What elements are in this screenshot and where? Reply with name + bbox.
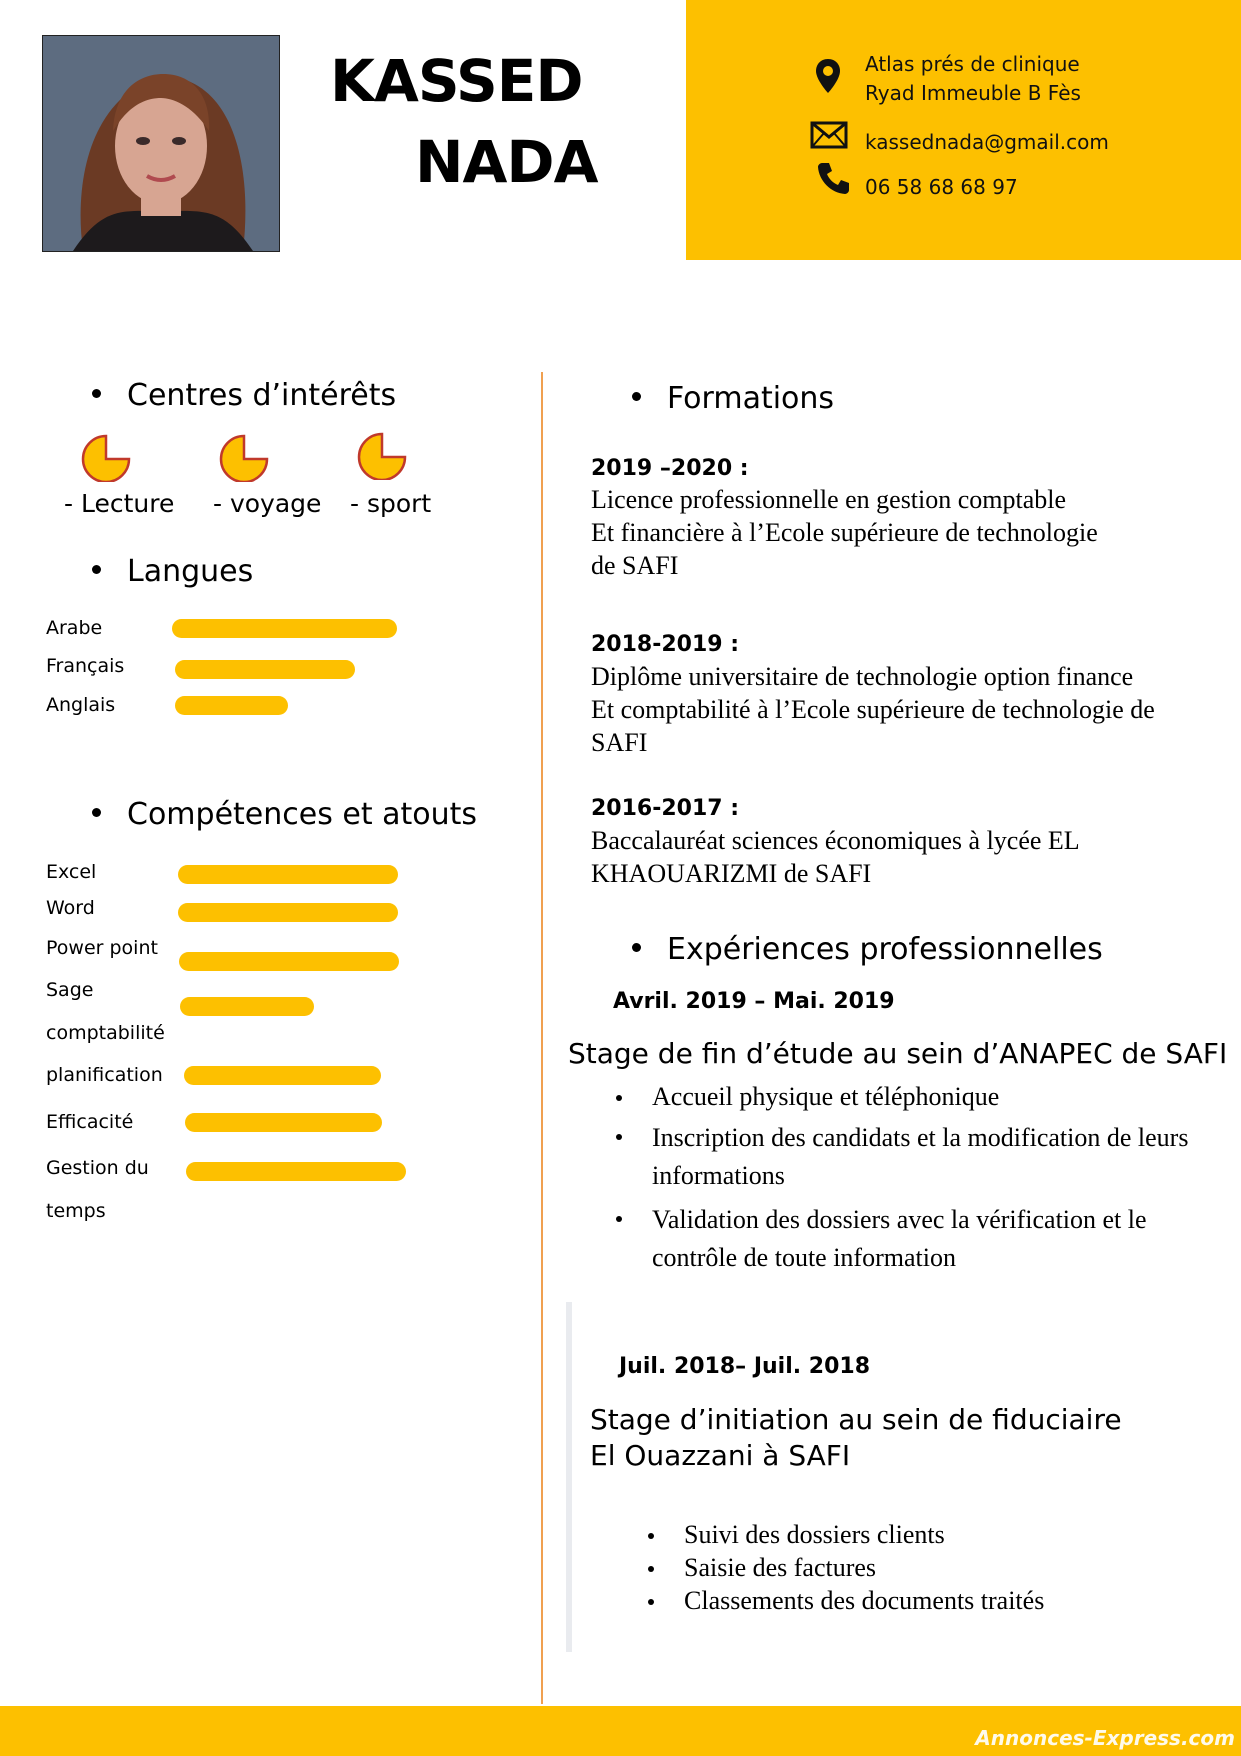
skill-bar-word [178, 903, 398, 922]
experience-date-1: Avril. 2019 – Mai. 2019 [613, 989, 895, 1014]
formation-2-line-3: SAFI [591, 728, 648, 757]
language-bar-english [175, 696, 288, 715]
travel-pie-icon [218, 432, 274, 487]
email[interactable]: kassednada@gmail.com [865, 130, 1109, 154]
portrait-illustration [43, 36, 279, 251]
formations-heading [632, 381, 835, 416]
language-label-arabic: Arabe [46, 617, 103, 639]
bullet-dot [632, 392, 641, 401]
skill-label-sage-line1: Sage [46, 979, 94, 1001]
bullet-dot [92, 565, 101, 574]
formation-2-line-2: Et comptabilité à l’Ecole supérieure de technologie de [591, 695, 1155, 724]
experience-date-2: Juil. 2018– Juil. 2018 [619, 1354, 871, 1379]
last-name: KASSED [330, 47, 583, 115]
quote-bar [566, 1302, 572, 1652]
bullet-dot [632, 943, 641, 952]
skill-bar-excel [178, 865, 398, 884]
experience-title-2 [590, 1402, 1122, 1474]
skill-bar-planning [184, 1066, 381, 1085]
skill-bar-sage [180, 997, 314, 1016]
skill-label-excel: Excel [46, 861, 97, 883]
language-bar-french [175, 660, 355, 679]
skills-heading [92, 797, 478, 832]
language-label-english: Anglais [46, 694, 116, 716]
experience-2-title-line-1: Stage d’initiation au sein de fiduciaire [590, 1403, 1122, 1436]
address-line-2: Ryad Immeuble B Fès [865, 81, 1081, 105]
interest-reading: - Lecture [64, 489, 175, 518]
formation-2-line-1: Diplôme universitaire de technologie option finance [591, 662, 1134, 691]
phone-icon [816, 160, 852, 201]
phone[interactable]: 06 58 68 68 97 [865, 175, 1018, 199]
skill-bar-powerpoint [179, 952, 399, 971]
language-label-french: Français [46, 655, 125, 677]
location-icon [815, 58, 841, 99]
watermark: Annonces-Express.com [975, 1726, 1235, 1750]
formation-1-line-1: Licence professionnelle en gestion comptable [591, 485, 1067, 514]
address [865, 50, 1081, 108]
formation-1-line-2: Et financière à l’Ecole supérieure de technologie [591, 518, 1098, 547]
column-divider [541, 372, 543, 1704]
interest-sport: - sport [350, 489, 432, 518]
formation-desc-1 [591, 483, 1098, 582]
formation-1-line-3: de SAFI [591, 551, 679, 580]
experience-bullets-1 [614, 1080, 1214, 1277]
experience-1-bullet-3: Validation des dossiers avec la vérification et le contrôle de toute information [614, 1201, 1214, 1277]
experience-1-bullet-1: Accueil physique et téléphonique [614, 1080, 1214, 1113]
interests-heading [92, 378, 397, 413]
experience-2-bullet-1: Suivi des dossiers clients [646, 1518, 1206, 1551]
experience-bullets-2 [646, 1518, 1206, 1617]
formation-3-line-1: Baccalauréat sciences économiques à lycée EL [591, 826, 1080, 855]
skill-label-planning: planification [46, 1064, 163, 1086]
interest-travel: - voyage [213, 489, 322, 518]
skill-label-time-line1: Gestion du [46, 1157, 149, 1179]
languages-heading [92, 554, 254, 589]
formation-date-1: 2019 –2020 : [591, 456, 749, 481]
skill-label-word: Word [46, 897, 95, 919]
experience-title-1: Stage de fin d’étude au sein d’ANAPEC de SAFI [568, 1037, 1228, 1070]
profile-photo [42, 35, 280, 252]
reading-pie-icon [80, 432, 136, 487]
envelope-icon [810, 121, 848, 154]
experience-2-bullet-2: Saisie des factures [646, 1551, 1206, 1584]
experience-2-title-line-2: El Ouazzani à SAFI [590, 1439, 851, 1472]
skill-label-sage-line2: comptabilité [46, 1022, 165, 1044]
language-bar-arabic [172, 619, 397, 638]
experiences-title: Expériences professionnelles [667, 932, 1103, 967]
formation-3-line-2: KHAOUARIZMI de SAFI [591, 859, 872, 888]
formation-date-3: 2016-2017 : [591, 796, 740, 821]
skill-label-powerpoint: Power point [46, 937, 158, 959]
first-name: NADA [415, 128, 598, 196]
experiences-heading [632, 932, 1103, 967]
formation-date-2: 2018-2019 : [591, 632, 740, 657]
sport-pie-icon [356, 430, 412, 485]
experience-1-bullet-2: Inscription des candidats et la modification de leurs informations [614, 1119, 1214, 1195]
skill-label-time-line2: temps [46, 1200, 106, 1222]
skills-title: Compétences et atouts [127, 797, 478, 832]
skill-bar-efficiency [185, 1113, 382, 1132]
formations-title: Formations [667, 381, 835, 416]
formation-desc-3 [591, 824, 1080, 890]
address-line-1: Atlas prés de clinique [865, 52, 1080, 76]
formation-desc-2 [591, 660, 1155, 759]
interests-title: Centres d’intérêts [127, 378, 397, 413]
skill-bar-time [186, 1162, 406, 1181]
skill-label-efficiency: Efficacité [46, 1111, 134, 1133]
languages-title: Langues [127, 554, 254, 589]
bullet-dot [92, 389, 101, 398]
bullet-dot [92, 808, 101, 817]
experience-2-bullet-3: Classements des documents traités [646, 1584, 1206, 1617]
